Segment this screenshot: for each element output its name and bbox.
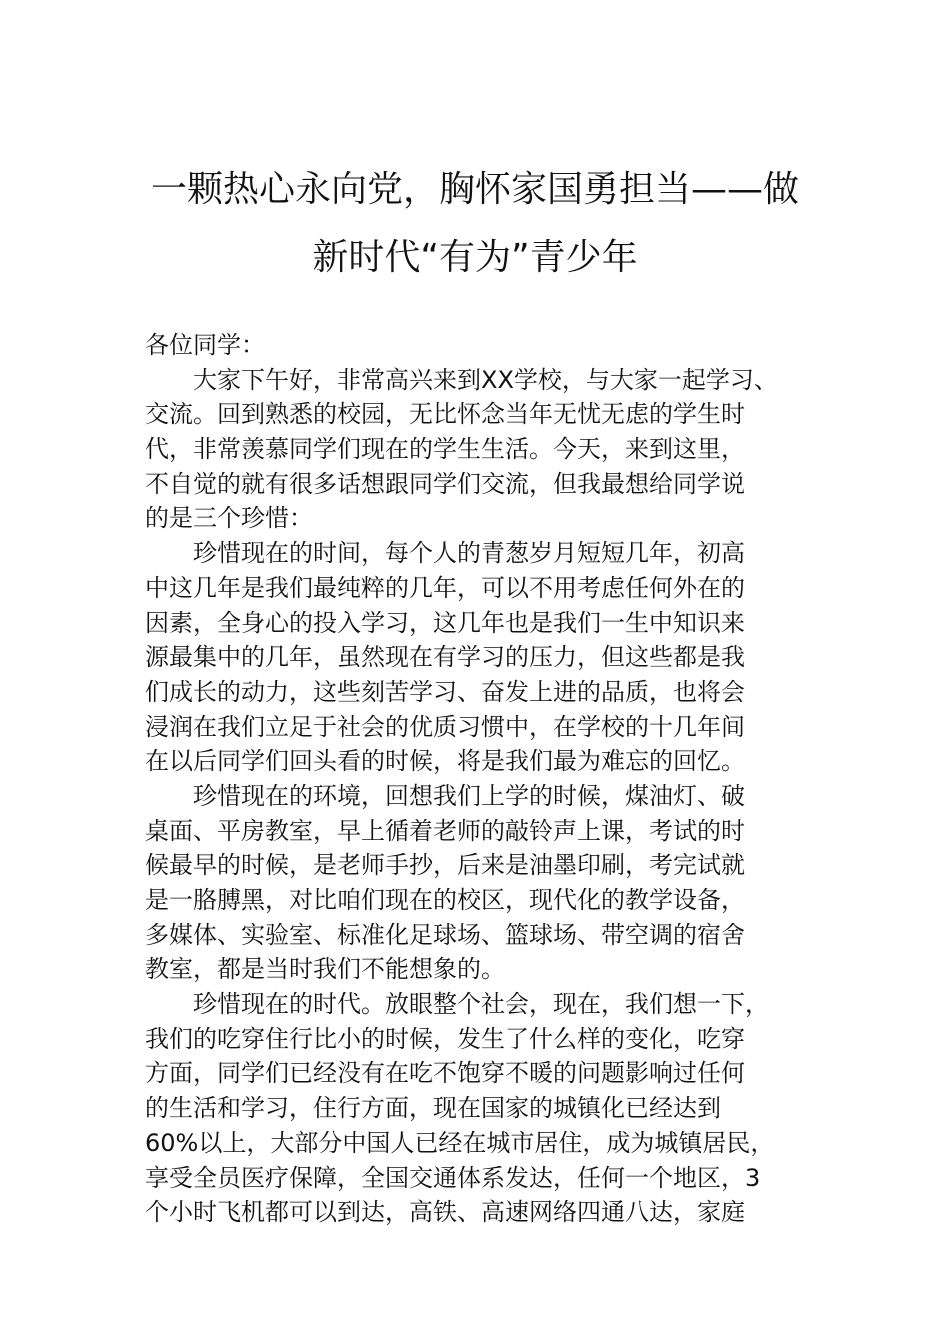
- body-line: 珍惜现在的环境，回想我们上学的时候，煤油灯、破: [193, 781, 745, 810]
- title-line-2: 新时代“有为”青少年: [312, 237, 638, 278]
- body-line: 享受全员医疗保障，全国交通体系发达，任何一个地区，3: [145, 1163, 761, 1192]
- body-line: 个小时飞机都可以到达，高铁、高速网络四通八达，家庭: [145, 1198, 745, 1227]
- title-line-1: 一颗热心永向党，胸怀家国勇担当——做: [150, 169, 799, 210]
- body-line: 方面，同学们已经没有在吃不饱穿不暖的问题影响过任何: [145, 1059, 745, 1088]
- body-line: 珍惜现在的时间，每个人的青葱岁月短短几年，初高: [193, 539, 745, 568]
- body-line: 们成长的动力，这些刻苦学习、奋发上进的品质，也将会: [145, 677, 745, 706]
- body-line: 浸润在我们立足于社会的优质习惯中，在学校的十几年间: [145, 712, 745, 741]
- body-line: 的生活和学习，住行方面，现在国家的城镇化已经达到: [145, 1094, 721, 1123]
- body-line: 源最集中的几年，虽然现在有学习的压力，但这些都是我: [145, 643, 745, 672]
- body-line: 教室，都是当时我们不能想象的。: [145, 955, 505, 984]
- body-line: 代，非常羡慕同学们现在的学生生活。今天，来到这里，: [145, 435, 745, 464]
- body-line: 桌面、平房教室，早上循着老师的敲铃声上课，考试的时: [145, 816, 745, 845]
- body-line: 珍惜现在的时代。放眼整个社会，现在，我们想一下，: [193, 990, 769, 1019]
- body-line: 60%以上，大部分中国人已经在城市居住，成为城镇居民，: [145, 1128, 775, 1157]
- body-line: 我们的吃穿住行比小的时候，发生了什么样的变化，吃穿: [145, 1024, 745, 1053]
- body-line: 交流。回到熟悉的校园，无比怀念当年无忧无虑的学生时: [145, 400, 745, 429]
- body-line: 的是三个珍惜：: [145, 504, 313, 533]
- body-line: 候最早的时候，是老师手抄，后来是油墨印刷，考完试就: [145, 851, 745, 880]
- body-line: 不自觉的就有很多话想跟同学们交流，但我最想给同学说: [145, 469, 745, 498]
- body-line: 在以后同学们回头看的时候，将是我们最为难忘的回忆。: [145, 747, 745, 776]
- body-line: 多媒体、实验室、标准化足球场、篮球场、带空调的宿舍: [145, 920, 745, 949]
- body-line: 因素，全身心的投入学习，这几年也是我们一生中知识来: [145, 608, 745, 637]
- body-line: 各位同学：: [145, 331, 265, 359]
- body-line: 中这几年是我们最纯粹的几年，可以不用考虑任何外在的: [145, 573, 745, 602]
- body-line: 是一胳膊黑，对比咱们现在的校区，现代化的教学设备，: [145, 886, 745, 914]
- document-body: [145, 328, 825, 1230]
- body-line: 大家下午好，非常高兴来到XX学校，与大家一起学习、: [193, 365, 778, 394]
